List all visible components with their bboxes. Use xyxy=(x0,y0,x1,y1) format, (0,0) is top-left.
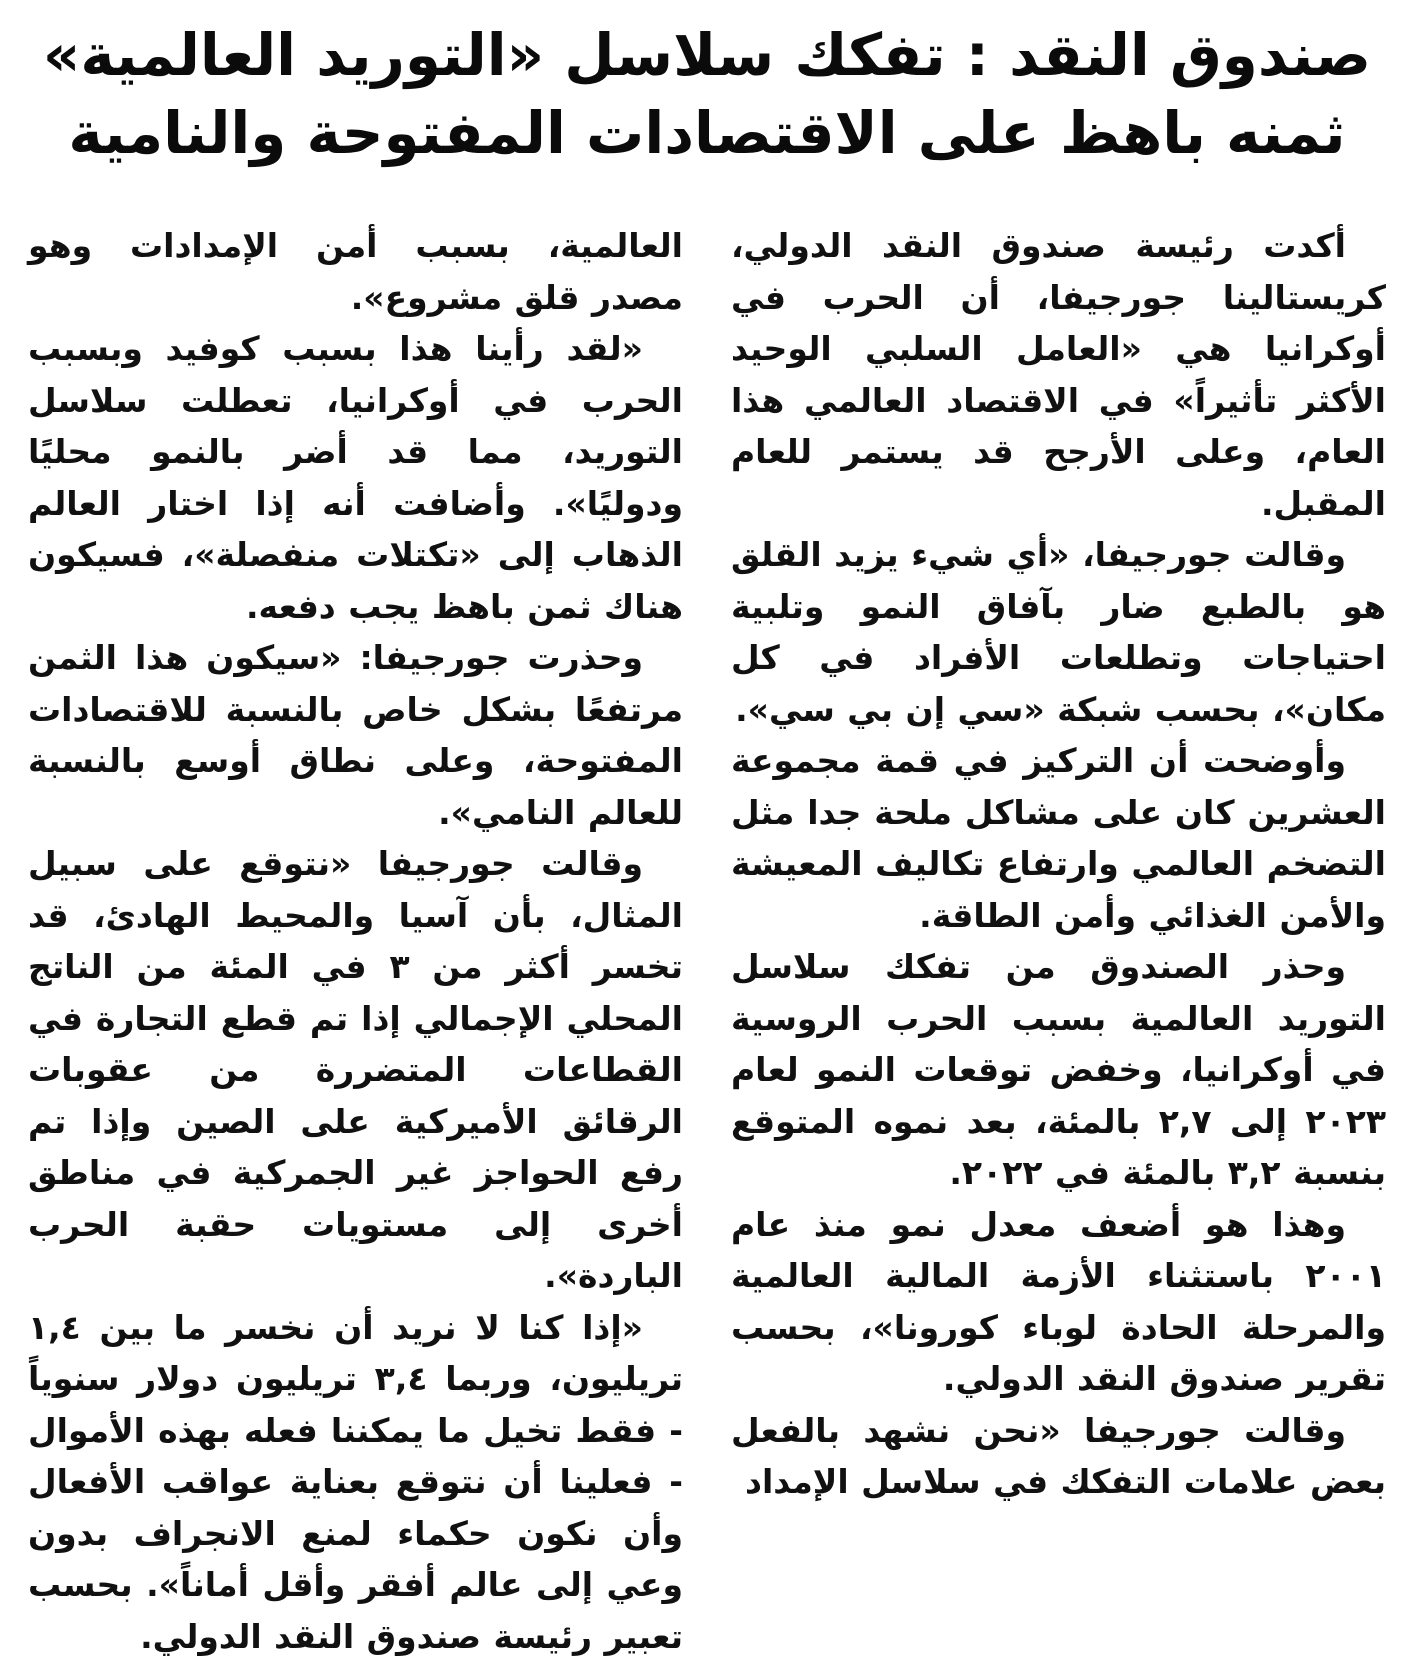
paragraph: «إذا كنا لا نريد أن نخسر ما بين ١,٤ تريليون، وربما ٣,٤ تريليون دولار سنوياً - فقط تخيل ما يمكننا فعله بهذه الأموال - فعلينا أن نتوقع بعناية عواقب الأفعال وأن نكون حكماء لمنع الانجراف بدون وعي إلى عالم أفقر وأقل أماناً». بحسب تعبير رئيسة صندوق النقد الدولي. xyxy=(28,1302,683,1662)
paragraph: وحذر الصندوق من تفكك سلاسل التوريد العالمية بسبب الحرب الروسية في أوكرانيا، وخفض توقعات النمو لعام ٢٠٢٣ إلى ٢,٧ بالمئة، بعد نموه المتوقع بنسبة ٣,٢ بالمئة في ٢٠٢٢. xyxy=(731,941,1386,1199)
paragraph: وأوضحت أن التركيز في قمة مجموعة العشرين كان على مشاكل ملحة جدا مثل التضخم العالمي وارتفاع تكاليف المعيشة والأمن الغذائي وأمن الطاقة. xyxy=(731,735,1386,941)
paragraph: وهذا هو أضعف معدل نمو منذ عام ٢٠٠١ باستثناء الأزمة المالية العالمية والمرحلة الحادة لوباء كورونا»، بحسب تقرير صندوق النقد الدولي. xyxy=(731,1199,1386,1405)
headline-line-1: صندوق النقد : تفكك سلاسل «التوريد العالمية» xyxy=(28,16,1386,94)
headline-line-2: ثمنه باهظ على الاقتصادات المفتوحة والنامية xyxy=(28,94,1386,172)
article-headline xyxy=(28,16,1386,172)
paragraph: أكدت رئيسة صندوق النقد الدولي، كريستالينا جورجيفا، أن الحرب في أوكرانيا هي «العامل السلبي الوحيد الأكثر تأثيراً» في الاقتصاد العالمي هذا العام، وعلى الأرجح قد يستمر للعام المقبل. xyxy=(731,220,1386,529)
article-column-left xyxy=(28,220,683,1470)
article-column-right xyxy=(731,220,1386,1470)
paragraph: وقالت جورجيفا، «أي شيء يزيد القلق هو بالطبع ضار بآفاق النمو وتلبية احتياجات وتطلعات الأفراد في كل مكان»، بحسب شبكة «سي إن بي سي». xyxy=(731,529,1386,735)
paragraph: العالمية، بسبب أمن الإمدادات وهو مصدر قلق مشروع». xyxy=(28,220,683,323)
paragraph: وقالت جورجيفا «نتوقع على سبيل المثال، بأن آسيا والمحيط الهادئ، قد تخسر أكثر من ٣ في المئة من الناتج المحلي الإجمالي إذا تم قطع التجارة في القطاعات المتضررة من عقوبات الرقائق الأميركية على الصين وإذا تم رفع الحواجز غير الجمركية في مناطق أخرى إلى مستويات حقبة الحرب الباردة». xyxy=(28,838,683,1302)
paragraph: وحذرت جورجيفا: «سيكون هذا الثمن مرتفعًا بشكل خاص بالنسبة للاقتصادات المفتوحة، وعلى نطاق أوسع بالنسبة للعالم النامي». xyxy=(28,632,683,838)
article-body xyxy=(28,220,1386,1470)
paragraph: وقالت جورجيفا «نحن نشهد بالفعل بعض علامات التفكك في سلاسل الإمداد xyxy=(731,1405,1386,1508)
paragraph: «لقد رأينا هذا بسبب كوفيد وبسبب الحرب في أوكرانيا، تعطلت سلاسل التوريد، مما قد أضر بالنمو محليًا ودوليًا». وأضافت أنه إذا اختار العالم الذهاب إلى «تكتلات منفصلة»، فسيكون هناك ثمن باهظ يجب دفعه. xyxy=(28,323,683,632)
